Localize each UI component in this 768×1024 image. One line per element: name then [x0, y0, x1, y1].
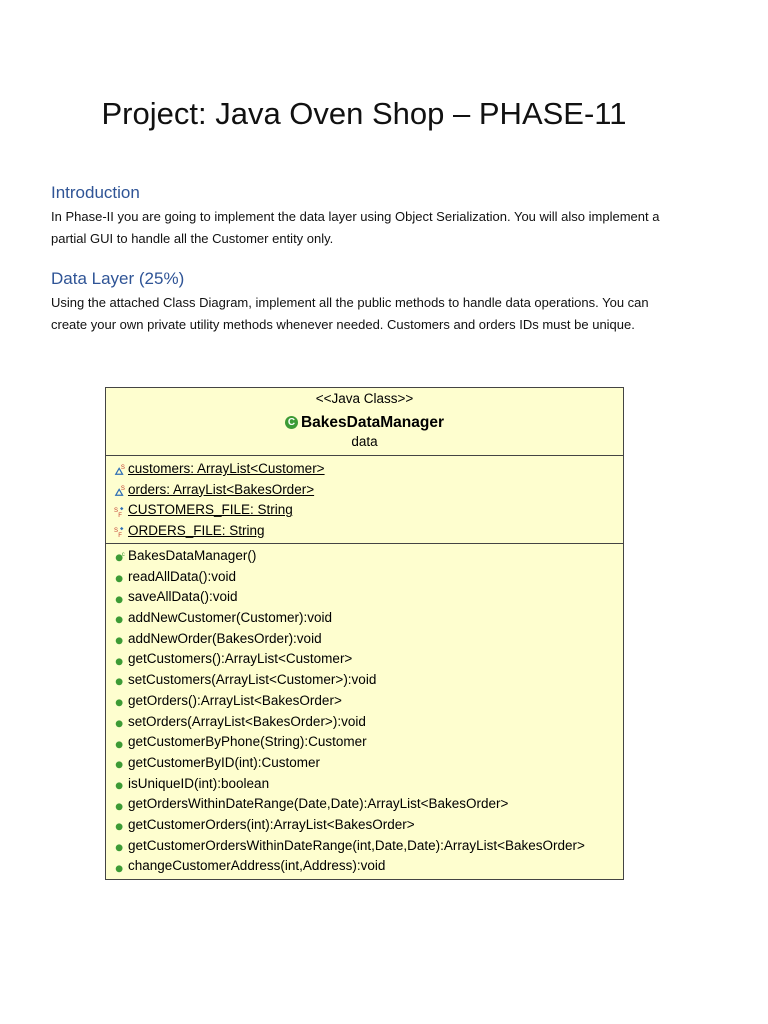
operation-row [106, 567, 623, 588]
public-method-icon [114, 633, 126, 645]
attribute-text: orders: ArrayList<BakesOrder> [128, 481, 315, 497]
operation-row [106, 649, 623, 670]
operation-row [106, 587, 623, 608]
public-method-icon [114, 571, 126, 583]
attributes-section [106, 456, 623, 544]
operation-text: getOrders():ArrayList<BakesOrder> [128, 692, 342, 708]
operation-row [106, 546, 623, 567]
class-package: data [351, 434, 378, 449]
static-final-field-icon [114, 505, 126, 517]
static-final-field-icon [114, 525, 126, 540]
operation-text: isUniqueID(int):boolean [128, 775, 270, 791]
public-method-icon [114, 819, 126, 831]
attribute-row [106, 459, 623, 480]
attribute-text: ORDERS_FILE: String [128, 523, 265, 539]
public-method-icon [114, 799, 126, 811]
operation-text: getOrdersWithinDateRange(Date,Date):ArrayList<BakesOrder> [128, 796, 509, 812]
operation-row [106, 856, 623, 877]
svg-text:S: S [120, 486, 125, 493]
data-layer-text: Using the attached Class Diagram, implement all the public methods to handle data operations. You can create your own private utility methods whenever needed. Customers and orders IDs must be unique. [51, 295, 649, 332]
public-method-icon [114, 778, 126, 790]
operation-row [106, 836, 623, 857]
attribute-text: CUSTOMERS_FILE: String [128, 502, 293, 518]
operation-row [106, 691, 623, 712]
public-method-icon [114, 716, 126, 728]
operation-row [106, 774, 623, 795]
attribute-row [106, 521, 623, 542]
page-title: Project: Java Oven Shop – PHASE-11 [101, 96, 627, 131]
class-name-row [106, 412, 623, 432]
operation-text: getCustomerByPhone(String):Customer [128, 734, 367, 750]
public-method-icon [114, 612, 126, 624]
operation-row [106, 794, 623, 815]
operation-text: saveAllData():void [128, 589, 238, 605]
operation-row [106, 753, 623, 774]
protected-static-field-icon [114, 463, 126, 475]
attribute-row [106, 480, 623, 501]
attribute-text: customers: ArrayList<Customer> [128, 461, 325, 476]
operation-text: addNewCustomer(Customer):void [128, 610, 333, 626]
constructor-icon [114, 550, 126, 562]
public-method-icon [114, 654, 126, 666]
svg-text:S: S [114, 507, 119, 514]
public-method-icon [114, 674, 126, 686]
public-method-icon [114, 592, 126, 604]
svg-text:F: F [118, 533, 122, 540]
class-icon: C [285, 416, 298, 429]
operation-text: setOrders(ArrayList<BakesOrder>):void [128, 713, 366, 729]
operation-row [106, 670, 623, 691]
public-method-icon [114, 695, 126, 707]
operations-section [106, 544, 623, 877]
public-method-icon [114, 737, 126, 749]
operation-text: getCustomerOrders(int):ArrayList<BakesOrder> [128, 816, 415, 832]
data-layer-heading: Data Layer (25%) [51, 269, 185, 288]
public-method-icon [114, 861, 126, 873]
public-method-icon [114, 840, 126, 852]
operation-text: readAllData():void [128, 568, 237, 584]
operation-row [106, 712, 623, 733]
operation-row [106, 815, 623, 836]
operation-text: getCustomers():ArrayList<Customer> [128, 651, 353, 667]
protected-static-field-icon [114, 484, 126, 496]
operation-row [106, 608, 623, 629]
introduction-text: In Phase-II you are going to implement the data layer using Object Serialization. You will also implement a partial GUI to handle all the Customer entity only. [51, 209, 660, 246]
operation-row [106, 732, 623, 753]
operation-text: getCustomerByID(int):Customer [128, 754, 321, 770]
public-method-icon [114, 757, 126, 769]
operation-row [106, 629, 623, 650]
operation-text: BakesDataManager() [128, 548, 257, 563]
svg-text:F: F [118, 512, 122, 519]
svg-text:S: S [120, 465, 125, 472]
svg-text:c: c [121, 552, 125, 559]
svg-text:S: S [114, 528, 119, 535]
attribute-row [106, 500, 623, 521]
operation-text: setCustomers(ArrayList<Customer>):void [128, 672, 377, 688]
operation-text: addNewOrder(BakesOrder):void [128, 630, 322, 646]
class-name: BakesDataManager [300, 413, 444, 431]
class-stereotype: <<Java Class>> [315, 391, 414, 406]
introduction-heading: Introduction [51, 183, 140, 202]
class-diagram [105, 387, 624, 880]
operation-text: getCustomerOrdersWithinDateRange(int,Date,Date):ArrayList<BakesOrder> [128, 837, 585, 853]
operation-text: changeCustomerAddress(int,Address):void [128, 858, 386, 874]
class-header [106, 388, 623, 456]
